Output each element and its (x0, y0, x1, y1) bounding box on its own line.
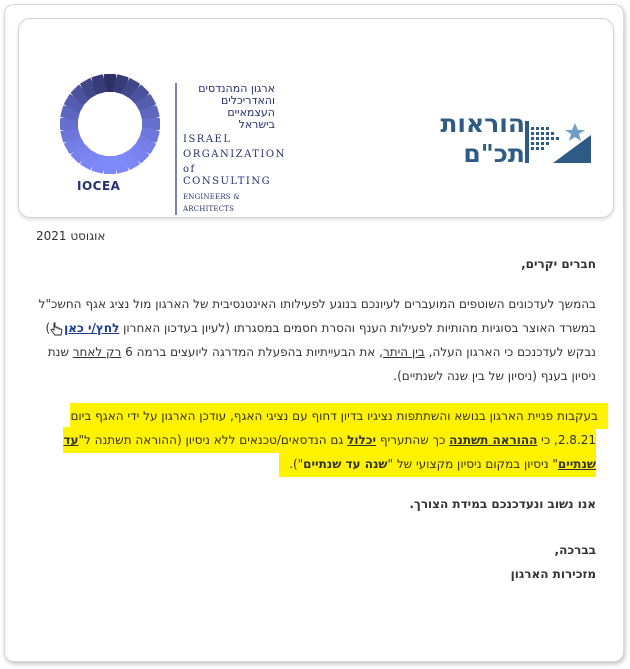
p2-text-3: גם הנדסאים/טכנאים ללא ניסיון (ההוראה תשתנה ל" (78, 433, 348, 447)
org-name-en-2: ORGANIZATION (183, 149, 286, 160)
closing-line: אנו נשוב ונעדכנכם במידת הצורך. (409, 497, 596, 511)
iocea-logo (55, 63, 286, 213)
p1-underline-1: בין היתר (382, 345, 425, 359)
paragraph-1 (36, 292, 596, 388)
org-name-block (175, 82, 286, 215)
p2-bold-2: יכלול (347, 433, 377, 447)
p1-underline-2: רק לאחר (72, 345, 122, 359)
brand-subtitle: תכ"ם (463, 139, 525, 168)
p2-bold-4: שנה עד שנתיים (303, 457, 388, 471)
iocea-ring-icon (55, 69, 165, 179)
org-name-en-1: ISRAEL (183, 134, 232, 145)
org-name-he-3: העצמאיים (227, 106, 275, 119)
signature-org: מזכירות הארגון (510, 567, 596, 581)
p2-bold-3: עד שנתיים (63, 433, 596, 471)
p2-text-2: כך שהתעריף (376, 433, 450, 447)
letter-header (18, 18, 614, 218)
org-name-he-1: ארגון המהנדסים (198, 82, 275, 95)
p2-bold-1: ההוראה תשתנה (449, 433, 538, 447)
org-name-he-2: והאדריכלים (220, 94, 275, 107)
p1-text-1: בהמשך לעדכונים השוטפים המועברים לעיונכם בנוגע לפעילותו האינטנסיבית של הארגון מול נציג אגף החשכ"ל במשרד האוצר בסוגיות מהותיות לפעילות הענף והסרת חסמים במסגרתו (לעיון בעדכון האחרון (38, 297, 596, 335)
brand-logo (411, 107, 611, 177)
org-name-he-4: בישראל (238, 118, 275, 131)
org-acronym: IOCEA (77, 179, 121, 193)
letter-date: אוגוסט 2021 (36, 229, 106, 243)
p2-text-4: " ניסיון במקום ניסיון מקצועי של " (387, 457, 558, 471)
p1-text-2: ) נבקש לעדכנכם כי הארגון העלה, (45, 321, 596, 359)
p1-text-3: , את הבעייתיות בהפעלת המדרגה ליועצים ברמה 6 (121, 345, 383, 359)
paragraph-2-highlighted (36, 404, 596, 476)
letter-body (36, 252, 596, 586)
p2-text-1: בעקבות פניית הארגון בנושא והשתתפות נציגיו בדיון דחוף עם נציגי האגף, עודכן הארגון על ידי האגף ביום 2.8.21, כי (70, 409, 598, 447)
signature-regards: בברכה, (554, 543, 596, 557)
brand-grid-icon (523, 117, 593, 167)
org-name-en-3: of CONSULTING (183, 164, 272, 187)
click-here-link[interactable]: לחץ/י כאן (64, 321, 120, 335)
brand-title: הוראות (440, 109, 525, 138)
greeting: חברים יקרים, (521, 257, 596, 271)
p2-text-5: "). (289, 457, 304, 471)
highlight-block (63, 409, 602, 471)
org-name-en-4: ENGINEERS & ARCHITECTS (183, 193, 240, 213)
p1-text-4: שנת ניסיון בענף (ניסיון של בין שנה לשנתיים). (47, 345, 596, 383)
hand-pointer-icon (50, 322, 64, 336)
